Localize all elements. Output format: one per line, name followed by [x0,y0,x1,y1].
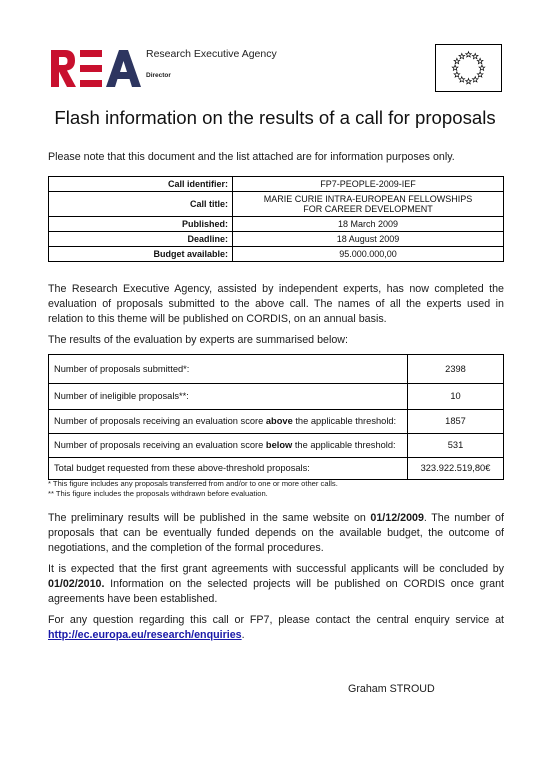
logo-letter-e-bar-mid [80,65,102,72]
preliminary-text-end: . The number of proposals that can be eventually funded depends on the available budget, the outcome of negotiations, and the completion of the formal procedures. [48,512,504,554]
flag-star-icon [477,72,483,77]
eu-flag-icon [435,44,502,92]
table-row [49,458,504,480]
above-threshold-value: 1857 [408,410,504,434]
results-intro: The results of the evaluation by experts are summarised below: [48,334,348,346]
preliminary-text-start: The preliminary results will be published in the same website on [48,512,371,524]
enquiry-text-end: . [241,629,245,641]
call-info-table [48,176,504,262]
evaluation-paragraph: The Research Executive Agency, assisted by independent experts, has now completed the evaluation of proposals submitted to the above call. The names of all the experts used in relation to this theme will be published on CORDIS, on an annual basis. [48,283,504,325]
table-row [49,434,504,458]
total-budget-value: 323.922.519,80€ [408,458,504,480]
table-row [49,217,504,232]
table-row [49,177,504,192]
deadline-value: 18 August 2009 [233,232,504,247]
call-title-line-1: MARIE CURIE INTRA-EUROPEAN FELLOWSHIPS [263,194,473,204]
above-label-start: Number of proposals receiving an evaluation score [54,416,266,426]
enquiry-text-start: For any question regarding this call or FP7, please contact the central enquiry service at [48,614,504,626]
grant-text-end: Information on the selected projects will be published on CORDIS once grant agreements have been established. [48,578,504,605]
published-label: Published: [49,217,233,232]
flag-star-icon [452,65,458,70]
deadline-label: Deadline: [49,232,233,247]
below-threshold-label [49,434,408,458]
published-value: 18 March 2009 [233,217,504,232]
grant-paragraph [48,562,504,607]
letterhead [48,44,502,94]
submitted-label: Number of proposals submitted*: [49,355,408,384]
call-title-line-2: FOR CAREER DEVELOPMENT [303,204,433,214]
total-budget-label: Total budget requested from these above-threshold proposals: [49,458,408,480]
logo-letter-e-bar-top [80,50,102,57]
table-row [49,355,504,384]
below-label-start: Number of proposals receiving an evaluation score [54,440,266,450]
above-keyword: above [265,416,293,426]
eu-stars [452,52,484,84]
flag-star-icon [454,58,460,63]
footnote-2: ** This figure includes the proposals withdrawn before evaluation. [48,489,268,498]
budget-value: 95.000.000,00 [233,247,504,262]
results-table [48,354,504,480]
flag-star-icon [466,52,472,57]
above-label-end: the applicable threshold: [292,416,397,426]
flag-star-icon [477,58,483,63]
intro-text: Please note that this document and the list attached are for information purposes only. [48,151,455,163]
below-threshold-value: 531 [408,434,504,458]
logo-letter-r [51,50,76,87]
table-row [49,232,504,247]
table-row [49,192,504,217]
call-identifier-value: FP7-PEOPLE-2009-IEF [233,177,504,192]
flag-star-icon [459,53,465,58]
table-row [49,410,504,434]
flag-star-icon [466,78,472,83]
flag-star-icon [479,65,485,70]
grant-date: 01/02/2010. [48,578,105,590]
budget-label: Budget available: [49,247,233,262]
footnotes [48,479,338,499]
call-title-value [233,192,504,217]
document-title: Flash information on the results of a call for proposals [54,107,496,128]
rea-logo [48,44,143,90]
preliminary-date: 01/12/2009 [370,512,424,524]
agency-name: Research Executive Agency [146,48,277,60]
footnote-1: * This figure includes any proposals transferred from and/or to one or more other calls. [48,479,338,488]
enquiry-link[interactable]: http://ec.europa.eu/research/enquiries [48,629,242,641]
ineligible-label: Number of ineligible proposals**: [49,384,408,410]
logo-letter-e-bar-bottom [80,80,102,87]
grant-text-start: It is expected that the first grant agreements with successful applicants will be concluded by [48,563,504,575]
below-keyword: below [265,440,293,450]
ineligible-value: 10 [408,384,504,410]
flag-star-icon [472,77,478,82]
table-row [49,247,504,262]
call-identifier-label: Call identifier: [49,177,233,192]
director-label: Director [146,72,171,79]
logo-letter-a [106,50,141,87]
preliminary-paragraph [48,511,504,556]
table-row [49,384,504,410]
flag-star-icon [454,72,460,77]
flag-star-icon [472,53,478,58]
flag-star-icon [459,77,465,82]
above-threshold-label [49,410,408,434]
below-label-end: the applicable threshold: [292,440,396,450]
signature-name: Graham STROUD [348,683,435,695]
submitted-value: 2398 [408,355,504,384]
call-title-label: Call title: [49,192,233,217]
enquiry-paragraph [48,613,504,643]
